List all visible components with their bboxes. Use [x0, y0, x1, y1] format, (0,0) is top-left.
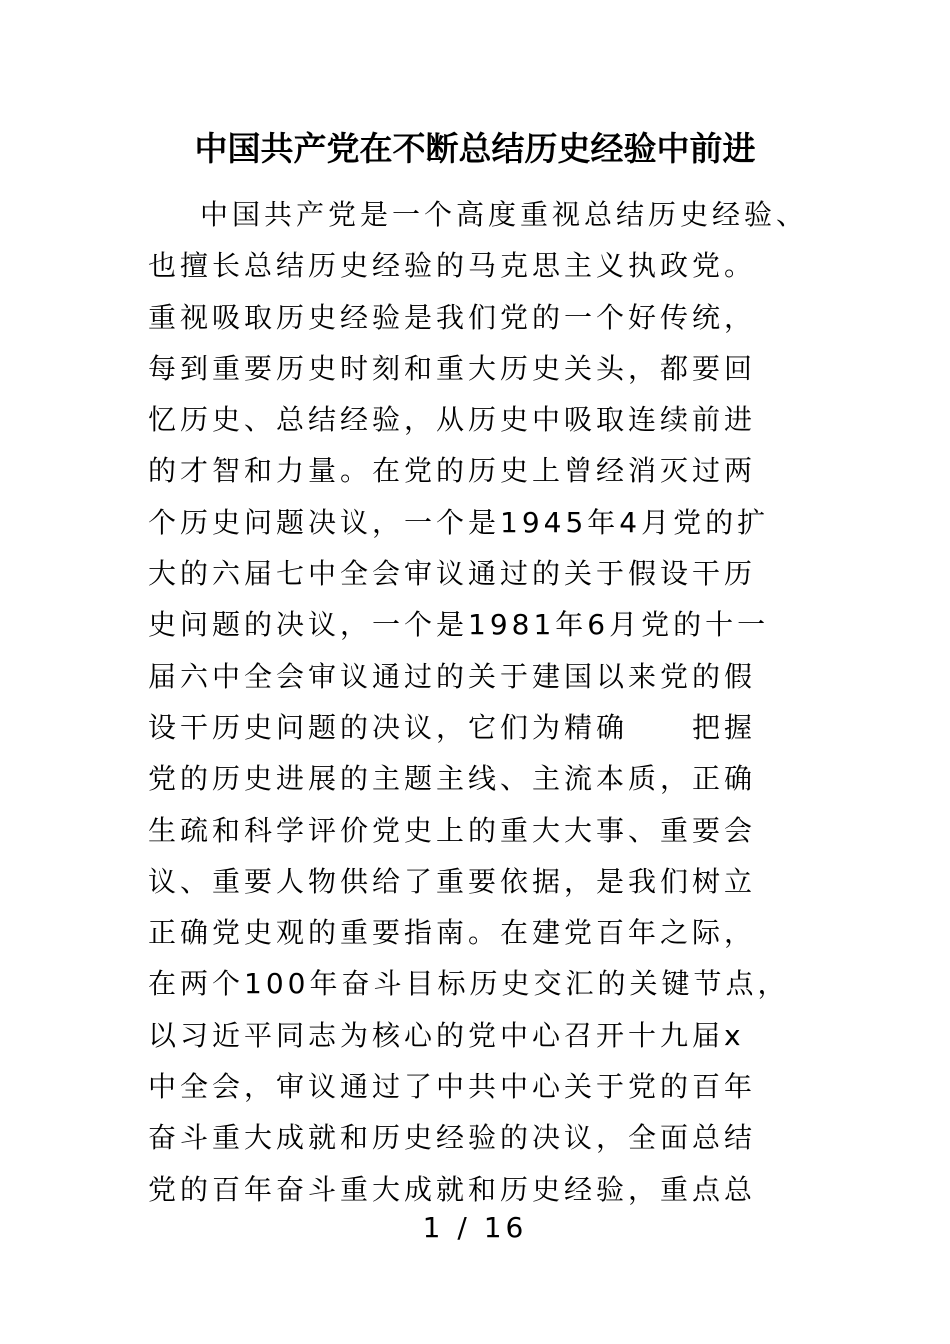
page-number: 1 / 16 [422, 1211, 528, 1244]
body-line: 史问题的决议，一个是1981年6月党的十一 [148, 608, 770, 642]
body-line: 党的百年奋斗重大成就和历史经验，重点总 [148, 1172, 757, 1206]
body-line: 也擅长总结历史经验的马克思主义执政党。 [148, 249, 757, 283]
body-line: 以习近平同志为核心的党中心召开十九届x [148, 1018, 745, 1052]
body-line: 设干历史问题的决议，它们为精确 把握 [148, 710, 757, 744]
document-title: 中国共产党在不断总结历史经验中前进 [194, 129, 756, 168]
body-line: 正确党史观的重要指南。在建党百年之际， [148, 916, 757, 950]
body-line: 生疏和科学评价党史上的重大大事、重要会 [148, 813, 757, 847]
body-line: 每到重要历史时刻和重大历史关头，都要回 [148, 351, 757, 385]
body-line: 重视吸取历史经验是我们党的一个好传统， [148, 300, 757, 334]
body-line: 大的六届七中全会审议通过的关于假设干历 [148, 557, 757, 591]
body-line: 的才智和力量。在党的历史上曾经消灭过两 [148, 454, 757, 488]
body-line: 中全会，审议通过了中共中心关于党的百年 [148, 1070, 757, 1104]
body-line: 忆历史、总结经验，从历史中吸取连续前进 [148, 403, 757, 437]
body-line: 个历史问题决议，一个是1945年4月党的扩 [148, 505, 770, 539]
body-line: 届六中全会审议通过的关于建国以来党的假 [148, 659, 757, 693]
body-line: 奋斗重大成就和历史经验的决议，全面总结 [148, 1121, 757, 1155]
body-line: 议、重要人物供给了重要依据，是我们树立 [148, 864, 757, 898]
body-line: 中国共产党是一个高度重视总结历史经验、 [200, 198, 809, 231]
body-line: 在两个100年奋斗目标历史交汇的关键节点， [148, 967, 790, 1001]
body-line: 党的历史进展的主题主线、主流本质，正确 [148, 762, 757, 796]
document-body [148, 194, 848, 1220]
